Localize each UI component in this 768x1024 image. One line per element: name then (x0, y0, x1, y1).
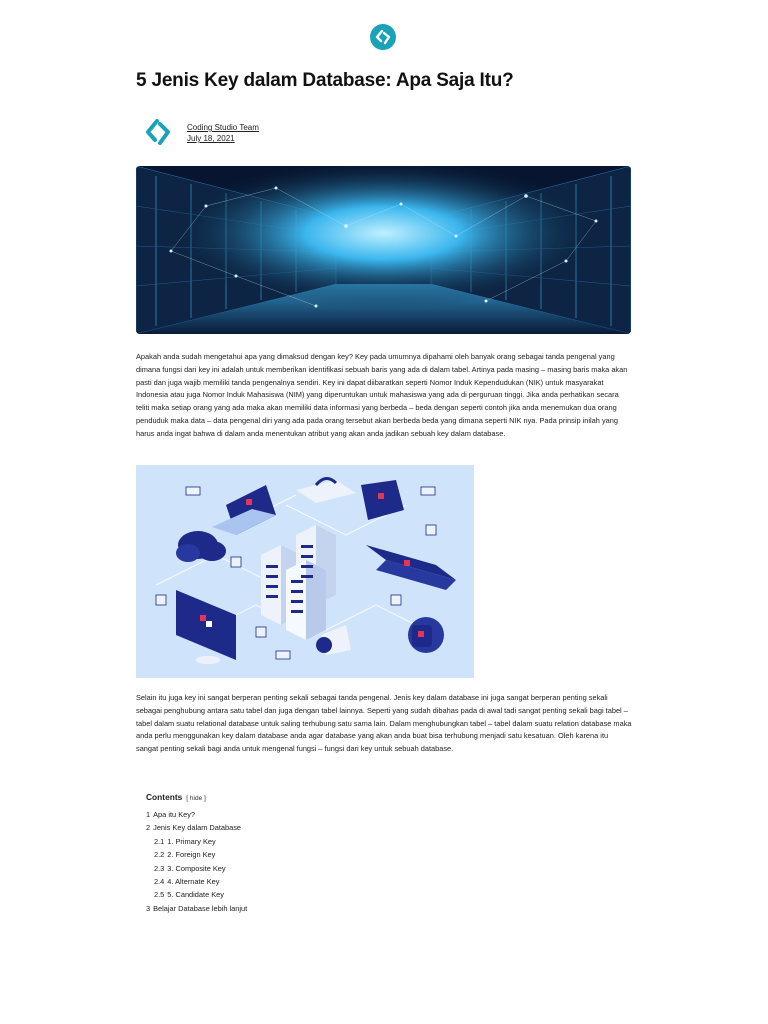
site-logo-icon[interactable] (370, 24, 396, 50)
toc-item-label[interactable]: Jenis Key dalam Database (153, 823, 242, 833)
toc-item[interactable] (146, 808, 446, 821)
toc-subitem[interactable] (146, 835, 446, 848)
intro-paragraph: Apakah anda sudah mengetahui apa yang dimaksud dengan key? Key pada umumnya dipahami oleh banyak orang sebagai tanda pengenal yang dimana fungsi dari key ini adalah untuk memberikan identifikasi sebuah baris yang ada di dalam tabel. Artinya pada masing – masing baris maka akan pasti dan juga wajib memiliki tanda pengenalnya sendiri. Key ini dapat diibaratkan seperti Nomor Induk Kependudukan (NIK) untuk masyarakat Indonesia atau juga Nomor Induk Mahasiswa (NIM) yang diperuntukan untuk mahasiswa yang ada di perguruan tinggi. Jika anda perhatikan secara teliti maka setiap orang yang ada maka akan memiliki data informasi yang berbeda – beda dengan seperti contoh jika anda menemukan dua orang penduduk maka data – data pengenal diri yang ada pada orang tersebut akan berbeda beda yang dimana seperti NIK nya. Pada prinsip inilah yang harus anda ingat bahwa di dalam anda menentukan atribut yang akan anda jadikan sebuah key dalam database. (136, 352, 628, 438)
toc-item[interactable] (146, 902, 446, 915)
toc-list (146, 808, 446, 915)
toc-item-number: 2.5 (154, 890, 165, 900)
author-box (136, 112, 536, 152)
toc-item-number: 2.3 (154, 863, 165, 873)
toc-item-label[interactable]: 3. Composite Key (167, 863, 226, 873)
toc-item-number: 3 (146, 903, 151, 913)
toc-item[interactable] (146, 821, 446, 834)
author-avatar-icon[interactable] (144, 118, 172, 146)
toc-subitem[interactable] (146, 888, 446, 901)
toc-item-label[interactable]: 1. Primary Key (167, 836, 216, 846)
toc-hide-toggle[interactable]: [ hide ] (186, 795, 206, 802)
article-title: 5 Jenis Key dalam Database: Apa Saja Itu? (136, 70, 514, 91)
toc-heading (146, 792, 446, 802)
toc-subitem[interactable] (146, 848, 446, 861)
smartwatch-icon (408, 617, 444, 653)
toc-subitem[interactable] (146, 875, 446, 888)
toc-subitem[interactable] (146, 862, 446, 875)
author-link[interactable]: Coding Studio Team (187, 123, 259, 132)
author-meta (187, 122, 259, 144)
toc-item-label[interactable]: 5. Candidate Key (167, 890, 224, 900)
hero-image (136, 166, 631, 334)
second-paragraph: Selain itu juga key ini sangat berperan penting sekali sebagai tanda pengenal. Jenis key dalam database ini juga sangat berperan penting sekali sebagai penghubung antara satu tabel dan juga dengan tabel lainnya. Seperti yang sudah dibahas pada di awal tadi sangat penting sekali bagi tabel – tabel dalam suatu relational database untuk saling terhubung satu sama lain. Dalam menghubungkan tabel – tabel dalam suatu relation database maka anda perlu menggunakan key dalam database anda agar database yang akan anda buat bisa terhubung menjadi satu kesatuan. Oleh karena itu sangat penting sekali bagi anda untuk mengenal fungsi – fungsi dari key untuk sebuah database. (136, 693, 632, 754)
toc-item-label[interactable]: Apa itu Key? (153, 810, 196, 819)
table-of-contents (146, 792, 446, 915)
database-illustration (136, 465, 474, 678)
toc-item-label[interactable]: Belajar Database lebih lanjut (153, 903, 248, 913)
toc-item-number: 2.4 (154, 877, 165, 887)
toc-item-number: 1 (146, 810, 151, 819)
toc-item-label[interactable]: 2. Foreign Key (167, 850, 216, 860)
date-link[interactable]: July 18, 2021 (187, 134, 235, 143)
toc-item-number: 2.1 (154, 836, 165, 846)
toc-item-number: 2 (146, 823, 151, 833)
toc-item-label[interactable]: 4. Alternate Key (167, 877, 220, 887)
toc-item-number: 2.2 (154, 850, 165, 860)
toc-title: Contents (146, 792, 183, 802)
